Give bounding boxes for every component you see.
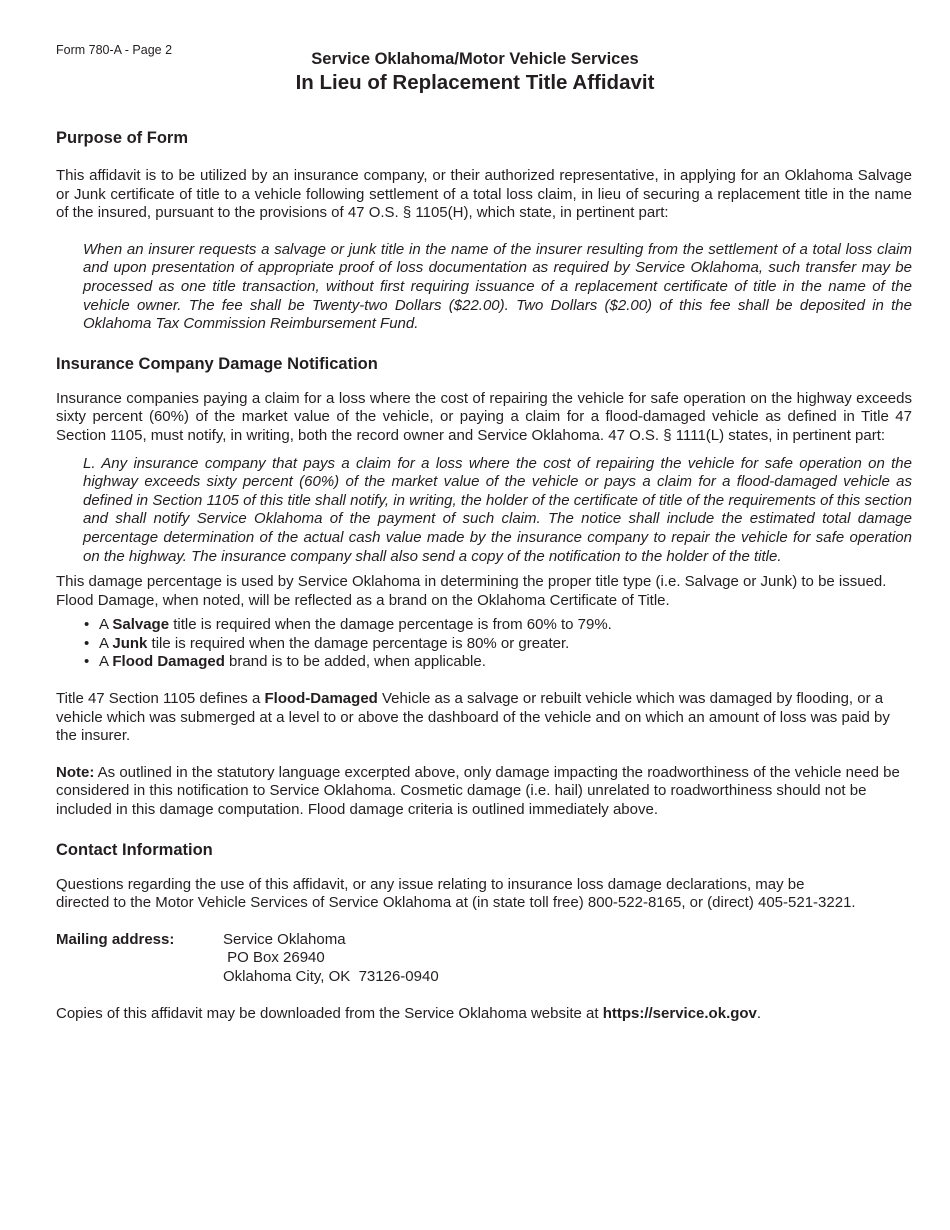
flood-term: Flood-Damaged: [264, 690, 378, 708]
bullet-icon: •: [84, 653, 90, 671]
copies-paragraph: [56, 1005, 912, 1024]
list-item: [76, 635, 912, 654]
damage-percentage-text: This damage percentage is used by Service Oklahoma in determining the proper title type (i.e. Salvage or Junk) to be issued. Flood Damage, when noted, will be reflected as a brand on the Oklahoma Certificate of Title.: [56, 573, 887, 609]
flood-damaged-term: Flood Damaged: [112, 653, 225, 671]
website-link[interactable]: https://service.ok.gov: [602, 1004, 757, 1022]
contact-line: Questions regarding the use of this affidavit, or any issue relating to insurance loss damage declarations, may be: [56, 875, 805, 893]
bullet-icon: •: [84, 634, 90, 652]
agency-name: Service Oklahoma/Motor Vehicle Services: [311, 50, 639, 68]
form-content: [56, 126, 912, 1023]
note-paragraph: [56, 764, 912, 820]
list-item: [76, 616, 912, 635]
page-title: In Lieu of Replacement Title Affidavit: [295, 71, 655, 94]
contact-body: [56, 876, 912, 913]
title-type-list: [56, 616, 912, 672]
mailing-address-lines: [223, 931, 439, 987]
bullet-text-post: title is required when the damage percentage is from 60% to 79%.: [169, 616, 612, 634]
bullet-text-pre: A: [99, 616, 113, 634]
damage-heading: Insurance Company Damage Notification: [56, 354, 378, 373]
address-line: Oklahoma City, OK 73126-0940: [223, 968, 439, 985]
mailing-address-label: Mailing address:: [56, 930, 175, 948]
flood-text-pre: Title 47 Section 1105 defines a: [56, 690, 265, 708]
page-header: [0, 48, 950, 96]
flood-text-post: Vehicle as a salvage or rebuilt vehicle which was damaged by flooding, or a vehicle which was submerged at a level to or above the dashboard of the vehicle and on which an amount of loss was paid by the insurer.: [56, 690, 890, 745]
form-id: Form 780-A - Page 2: [56, 43, 173, 57]
bullet-text-pre: A: [99, 634, 113, 652]
flood-definition: [56, 690, 912, 746]
junk-term: Junk: [112, 634, 148, 652]
copies-end: .: [756, 1004, 762, 1022]
address-line: Service Oklahoma: [223, 930, 346, 948]
bullet-text-post: brand is to be added, when applicable.: [224, 653, 486, 671]
damage-quote: L. Any insurance company that pays a claim for a loss where the cost of repairing the vehicle for safe operation on the highway exceeds sixty percent (60%) of the market value of the vehicle or pays a claim for a flood-damaged vehicle as defined in Section 1105 of this title shall notify, in writing, the holder of the certificate of title of the requirements of this section and shall notify Service Oklahoma of the payment of such claim. The notice shall include the estimated total damage percentage determination of the actual cash value made by the insurance company to repair the vehicle for safe operation on the highway. The insurance company shall also send a copy of the notification to the holder of the title.: [83, 454, 912, 565]
list-item: [76, 653, 912, 672]
bullet-icon: •: [84, 616, 90, 634]
note-label: Note:: [56, 763, 95, 781]
address-line: PO Box 26940: [223, 949, 325, 967]
damage-body: Insurance companies paying a claim for a loss where the cost of repairing the vehicle for safe operation on the highway exceeds sixty percent (60%) of the market value of the vehicle, or paying a claim for a flood-damaged vehicle as defined in Title 47 Section 1105, must notify, in writing, both the record owner and Service Oklahoma. 47 O.S. § 1111(L) states, in pertinent part:: [56, 389, 912, 444]
purpose-quote: When an insurer requests a salvage or junk title in the name of the insurer resulting from the settlement of a total loss claim and upon presentation of appropriate proof of loss documentation as required by Service Oklahoma, such transfer may be processed as one title transaction, without first requiring issuance of a replacement certificate of title in the name of the vehicle owner. The fee shall be Twenty-two Dollars ($22.00). Two Dollars ($2.00) of this fee shall be deposited in the Oklahoma Tax Commission Reimbursement Fund.: [83, 240, 912, 333]
bullet-text-post: tile is required when the damage percentage is 80% or greater.: [147, 634, 570, 652]
mailing-address: [56, 931, 912, 987]
salvage-term: Salvage: [112, 616, 170, 634]
bullet-text-pre: A: [99, 653, 113, 671]
purpose-body: This affidavit is to be utilized by an insurance company, or their authorized representative, in applying for an Oklahoma Salvage or Junk certificate of title to a vehicle following settlement of a total loss claim, in lieu of securing a replacement title in the name of the insured, pursuant to the provisions of 47 O.S. § 1105(H), which state, in pertinent part:: [56, 167, 912, 222]
note-text: As outlined in the statutory language excerpted above, only damage impacting the roadworthiness of the vehicle need be considered in this notification to Service Oklahoma. Cosmetic damage (i.e. hail) unrelated to roadworthiness should not be included in this damage computation. Flood damage criteria is outlined immediately above.: [56, 763, 900, 819]
purpose-heading: Purpose of Form: [56, 129, 189, 147]
contact-line: directed to the Motor Vehicle Services of Service Oklahoma at (in state toll free) 800-522-8165, or (direct) 405-521-3221.: [56, 894, 856, 912]
contact-heading: Contact Information: [56, 840, 213, 859]
copies-text: Copies of this affidavit may be downloaded from the Service Oklahoma website at: [56, 1004, 603, 1022]
